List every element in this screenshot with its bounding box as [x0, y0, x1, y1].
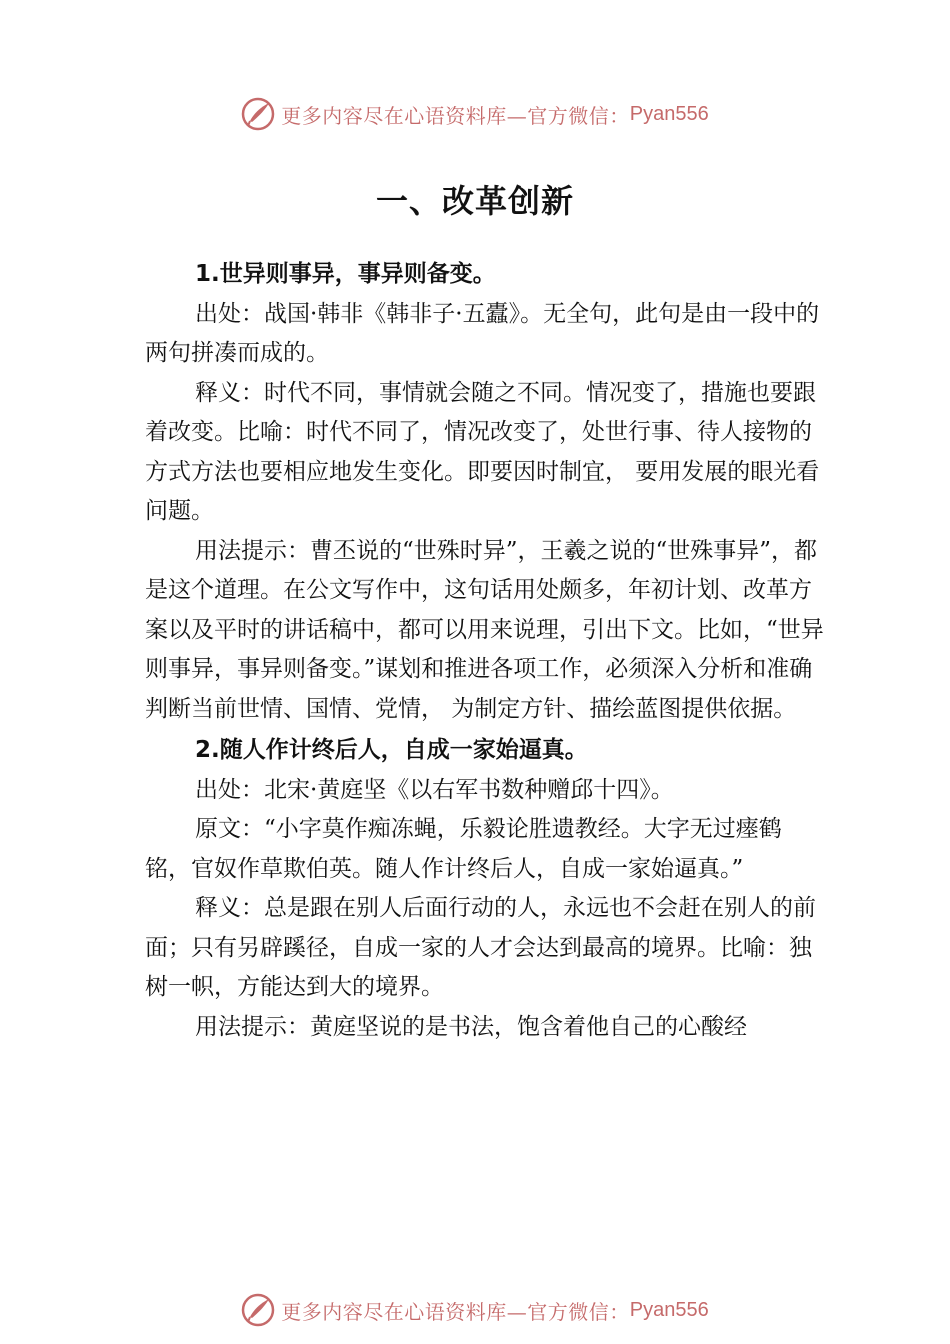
watermark-text: 更多内容尽在心语资料库—官方微信： — [281, 1299, 630, 1324]
paragraph-source: 出处：战国·韩非《韩非子·五蠹》。无全句，此句是由一段中的两句拼凑而成的。 — [145, 300, 820, 366]
paragraph-meaning: 释义：总是跟在别人后面行动的人，永远也不会赶在别人的前面；只有另辟蹊径，自成一家的人才会达到最高的境界。比喻：独树一帜，方能达到大的境界。 — [145, 895, 816, 1000]
paragraph-meaning: 释义：时代不同，事情就会随之不同。情况变了，措施也要跟着改变。比喻：时代不同了，情况改变了，处世行事、待人接物的方式方法也要相应地发生变化。即要因时制宜， 要用发展的眼光看问题。 — [145, 379, 820, 524]
item-heading: 1.世异则事异，事异则备变。 — [195, 261, 496, 287]
paragraph-source: 出处：北宋·黄庭坚《以右军书数种赠邱十四》。 — [195, 776, 674, 803]
quill-logo-icon — [241, 97, 275, 131]
paragraph-usage: 用法提示：黄庭坚说的是书法，饱含着他自己的心酸经 — [195, 1013, 747, 1040]
page-title: 一、改革创新 — [375, 182, 574, 220]
watermark-text: 更多内容尽在心语资料库—官方微信： — [281, 103, 630, 128]
watermark-id: Pyan556 — [629, 1298, 709, 1321]
watermark-banner-bottom — [0, 1290, 950, 1330]
item-heading: 2.随人作计终后人，自成一家始逼真。 — [195, 737, 588, 763]
paragraph-usage: 用法提示：曹丕说的“世殊时异”，王羲之说的“世殊事异”，都是这个道理。在公文写作中，这句话用处颇多，年初计划、改革方案以及平时的讲话稿中，都可以用来说理，引出下文。比如，“世异则事异，事异则备变。”谋划和推进各项工作，必须深入分析和准确判断当前世情、国情、党情， 为制定方针、描绘蓝图提供依据。 — [145, 537, 824, 722]
watermark-id: Pyan556 — [629, 102, 709, 125]
document-body — [145, 255, 825, 1047]
watermark-banner-top — [0, 94, 950, 134]
quill-logo-icon — [241, 1293, 275, 1327]
paragraph-original: 原文：“小字莫作痴冻蝇，乐毅论胜遗教经。大字无过瘗鹤铭，官奴作草欺伯英。随人作计终后人，自成一家始逼真。” — [145, 816, 782, 882]
